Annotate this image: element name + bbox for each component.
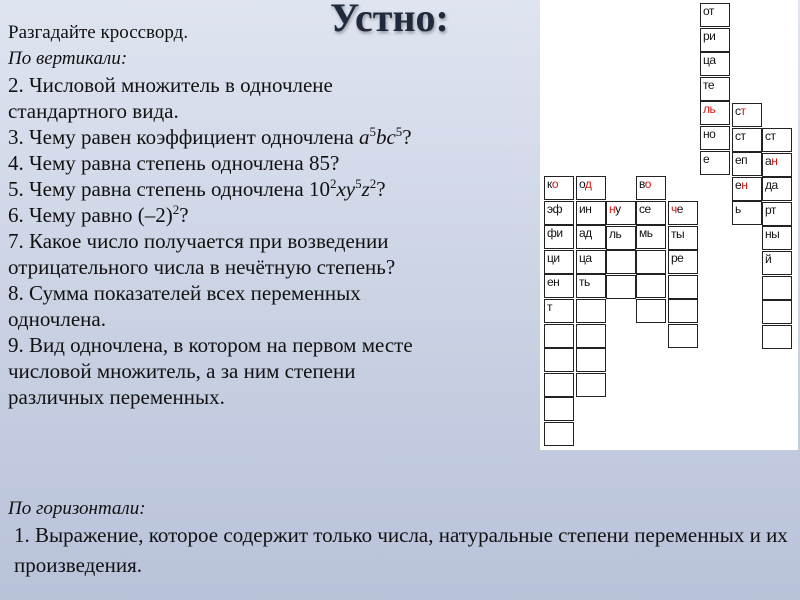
clue-5-var: xy: [336, 177, 356, 201]
clue-3-exp: 5: [369, 124, 376, 139]
crossword-cell[interactable]: [700, 101, 730, 125]
clues-panel: [8, 20, 533, 410]
clue-8-line1: 8. Сумма показателей всех переменных: [8, 281, 361, 305]
clue-3-var: bc: [375, 125, 396, 149]
cell-letters-highlight: н: [609, 202, 616, 216]
crossword-cell[interactable]: [668, 275, 698, 299]
crossword-cell[interactable]: [762, 226, 792, 250]
crossword-cell[interactable]: [576, 373, 606, 397]
cell-letters: а: [765, 153, 772, 168]
cell-letters: ль: [609, 226, 622, 241]
clue-8-line2: одночлена.: [8, 307, 106, 331]
cell-letters-highlight: д: [584, 177, 592, 191]
crossword-cell[interactable]: [544, 274, 574, 298]
horizontal-heading: По горизонтали:: [8, 498, 146, 519]
cell-letters: ад: [579, 226, 592, 241]
crossword-cell[interactable]: [576, 201, 606, 225]
cell-letters: от: [703, 4, 714, 18]
clue-7-line1: 7. Какое число получается при возведении: [8, 229, 389, 253]
horizontal-clues: [8, 498, 798, 580]
clue-6-end: ?: [179, 203, 189, 227]
cell-letters: ца: [703, 53, 716, 68]
cell-letters: эф: [547, 201, 562, 216]
clue-6-exp: 2: [172, 202, 180, 217]
crossword-cell[interactable]: [606, 250, 636, 274]
crossword-cell[interactable]: [576, 299, 606, 323]
cell-letters-highlight: т: [740, 104, 746, 118]
crossword-cell[interactable]: [668, 201, 698, 225]
crossword-cell[interactable]: [700, 77, 730, 101]
crossword-cell[interactable]: [668, 299, 698, 323]
crossword-cell[interactable]: [576, 274, 606, 298]
crossword-cell[interactable]: [700, 151, 730, 175]
cell-letters: ь: [735, 202, 741, 217]
crossword-cell[interactable]: [732, 128, 762, 152]
cell-letters-highlight: ль: [703, 102, 716, 117]
clue-3-var: a: [358, 125, 370, 149]
clue-3-end: ?: [402, 125, 412, 149]
clue-5-var: z: [361, 177, 370, 201]
clue-6: [8, 202, 533, 228]
cell-letters: й: [765, 252, 772, 266]
clue-5: [8, 176, 533, 202]
cell-letters: ты: [671, 226, 685, 241]
cell-letters: о: [579, 177, 585, 191]
cell-letters: в: [639, 177, 645, 191]
cell-letters-highlight: н: [771, 153, 778, 168]
slide-title: Устно:: [330, 0, 449, 40]
crossword-cell[interactable]: [544, 201, 574, 225]
cell-letters: ца: [579, 250, 592, 265]
cell-letters: еп: [735, 153, 748, 168]
clue-h1: 1. Выражение, которое содержит только числа, натуральные степени переменных и их произведения.: [14, 523, 788, 577]
cell-letters: ны: [765, 227, 780, 242]
crossword-cell[interactable]: [732, 177, 762, 201]
crossword-cell[interactable]: [606, 201, 636, 225]
cell-letters: ен: [547, 275, 560, 290]
crossword-cell[interactable]: [700, 126, 730, 150]
clue-3: [8, 124, 533, 150]
clue-5-exp: 2: [369, 176, 377, 191]
crossword-cell[interactable]: [544, 225, 574, 249]
crossword-cell[interactable]: [762, 325, 792, 349]
crossword-cell[interactable]: [544, 250, 574, 274]
clue-9-line3: различных переменных.: [8, 385, 225, 409]
clue-3-exp: 5: [395, 124, 403, 139]
cell-letters: да: [765, 178, 778, 193]
cell-letters: ри: [703, 28, 716, 43]
clue-2-line2: стандартного вида.: [8, 99, 179, 123]
crossword-cell[interactable]: [544, 422, 574, 446]
crossword-cell[interactable]: [636, 176, 666, 200]
crossword-cell[interactable]: [762, 177, 792, 201]
crossword-cell[interactable]: [544, 299, 574, 323]
crossword-grid: [540, 0, 798, 450]
cell-letters: ин: [579, 201, 592, 216]
crossword-cell[interactable]: [668, 324, 698, 348]
cell-letters: се: [639, 201, 651, 216]
clue-5-text: 5. Чему равна степень одночлена 10: [8, 177, 330, 201]
cell-letters: т: [547, 300, 552, 314]
crossword-cell[interactable]: [732, 152, 762, 176]
cell-letters: рт: [765, 202, 776, 217]
clue-2-line1: 2. Числовой множитель в одночлене: [8, 73, 333, 97]
crossword-cell[interactable]: [762, 153, 792, 177]
clue-5-exp: 2: [329, 176, 337, 191]
cell-letters: к: [547, 177, 552, 191]
clue-4: 4. Чему равна степень одночлена 85?: [8, 151, 340, 175]
crossword-cell[interactable]: [544, 324, 574, 348]
crossword-cell[interactable]: [668, 250, 698, 274]
intro-text: Разгадайте кроссворд.: [8, 22, 189, 43]
crossword-cell[interactable]: [732, 103, 762, 127]
cell-letters: те: [703, 77, 715, 92]
crossword-cell[interactable]: [576, 225, 606, 249]
crossword-cell[interactable]: [544, 176, 574, 200]
crossword-cell[interactable]: [636, 225, 666, 249]
crossword-cell[interactable]: [606, 275, 636, 299]
crossword-cell[interactable]: [762, 251, 792, 275]
crossword-cell[interactable]: [762, 276, 792, 300]
cell-letters-highlight: о: [551, 177, 559, 191]
cell-letters: но: [703, 127, 716, 141]
cell-letters: е: [676, 202, 683, 216]
crossword-cell[interactable]: [636, 250, 666, 274]
crossword-cell[interactable]: [544, 348, 574, 372]
cell-letters: мь: [639, 226, 653, 241]
crossword-cell[interactable]: [762, 300, 792, 324]
crossword-cell[interactable]: [700, 52, 730, 76]
cell-letters: с: [735, 104, 741, 118]
cell-letters-highlight: н: [741, 177, 748, 192]
cell-letters: е: [703, 151, 710, 166]
crossword-cell[interactable]: [762, 128, 792, 152]
crossword-cell[interactable]: [576, 250, 606, 274]
clue-6-text: 6. Чему равно (–2): [8, 203, 173, 227]
clue-9-line2: числовой множитель, а за ним степени: [8, 359, 356, 383]
cell-letters: ст: [765, 129, 776, 143]
crossword-cell[interactable]: [668, 226, 698, 250]
clue-7-line2: отрицательного числа в нечётную степень?: [8, 255, 396, 279]
cell-letters: е: [735, 177, 742, 192]
clue-5-end: ?: [376, 177, 386, 201]
cell-letters: ци: [547, 250, 560, 265]
crossword-cell[interactable]: [544, 373, 574, 397]
vertical-heading: По вертикали:: [8, 48, 128, 69]
crossword-cell[interactable]: [762, 202, 792, 226]
crossword-cell[interactable]: [636, 274, 666, 298]
cell-letters: ре: [671, 251, 684, 266]
clue-5-exp: 5: [355, 176, 362, 191]
crossword-cell[interactable]: [700, 28, 730, 52]
crossword-cell[interactable]: [732, 201, 762, 225]
crossword-cell[interactable]: [544, 397, 574, 421]
clue-3-text: 3. Чему равен коэффициент одночлена: [8, 125, 359, 149]
crossword-cell[interactable]: [700, 3, 730, 27]
crossword-cell[interactable]: [576, 176, 606, 200]
cell-letters: ть: [579, 275, 590, 290]
cell-letters-highlight: ч: [671, 202, 677, 216]
crossword-cell[interactable]: [636, 201, 666, 225]
crossword-cell[interactable]: [576, 324, 606, 348]
clue-9-line1: 9. Вид одночлена, в котором на первом месте: [8, 333, 413, 357]
cell-letters: у: [615, 202, 621, 216]
crossword-cell[interactable]: [636, 299, 666, 323]
crossword-cell[interactable]: [606, 226, 636, 250]
cell-letters-highlight: о: [644, 177, 651, 191]
cell-letters: фи: [547, 226, 563, 241]
cell-letters: ст: [735, 128, 746, 143]
crossword-cell[interactable]: [576, 348, 606, 372]
